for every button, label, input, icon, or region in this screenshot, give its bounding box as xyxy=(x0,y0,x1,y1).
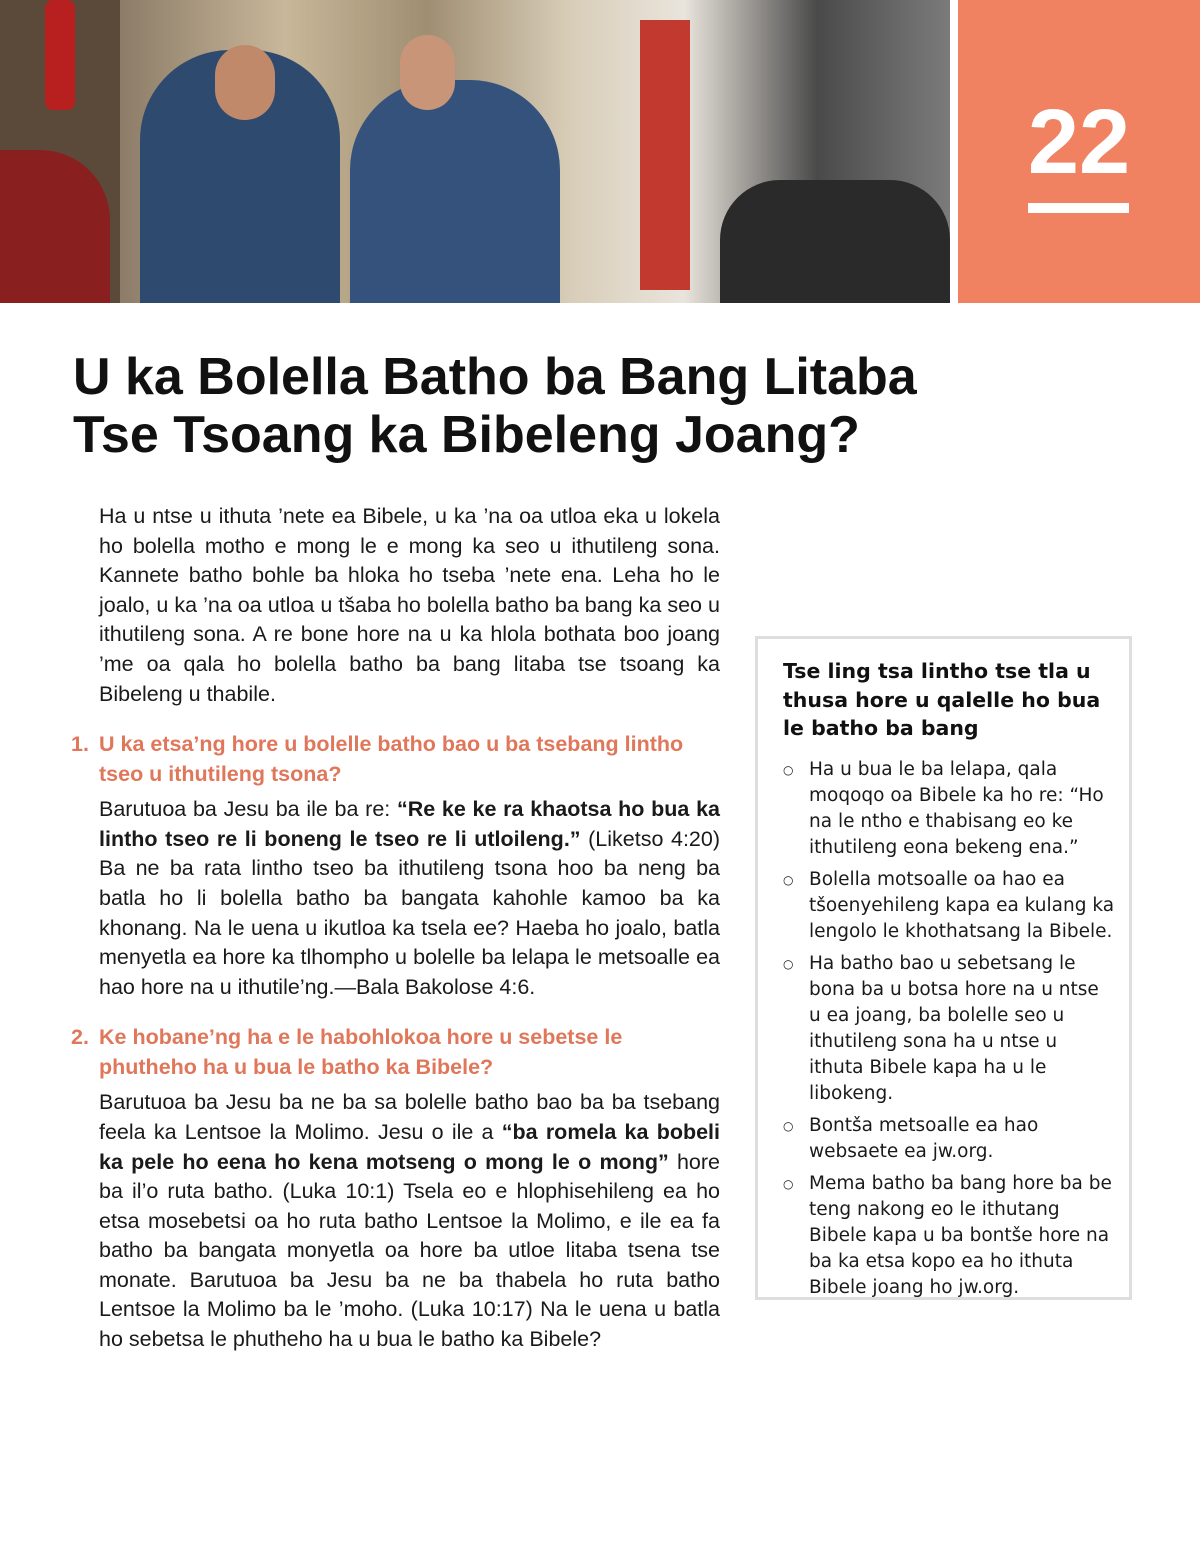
list-item-text: Ha u bua le ba lelapa, qala moqoqo oa Bibele ka ho re: “Ho na le ntho e thabisang eo ke ithutileng eona bekeng ena.” xyxy=(809,758,1104,858)
intro-paragraph: Ha u ntse u ithuta ’nete ea Bibele, u ka ’na oa utloa eka u lokela ho bolella motho e mong le e mong ka seo u ithutileng sona. Kannete batho bohle ba hloka ho tseba ’nete ena. Leha ho le joalo, u ka ’na oa utloa u tšaba ho bolella batho ba bang ka seo u ithutileng sona. A re bone hore na u ka hlola bothata boo joang ’me oa qala ho bolella batho ba bang litaba tse tsoang ka Bibeleng u thabile. xyxy=(99,504,720,706)
list-item xyxy=(783,757,1115,861)
scripture-quote: “Re ke ke ra khaotsa ho bua ka lintho tseo re li boneng le tseo re li utloileng.” xyxy=(99,797,720,851)
question-2 xyxy=(71,1022,720,1082)
lesson-number: 22 xyxy=(1027,91,1131,193)
question-1 xyxy=(71,729,720,789)
text-segment: Barutuoa ba Jesu ba ne ba sa bolelle batho bao ba ba tsebang feela ka Lentsoe la Molimo. Jesu o ile a xyxy=(99,1090,720,1144)
answer-paragraph-2 xyxy=(99,1088,720,1354)
text-segment: hore ba il’o ruta batho. (Luka 10:1) Tsela eo e hlophisehileng ea ho etsa mosebetsi oa ho ruta batho Lentsoe la Molimo, e ile ea fa batho ba bangata monyetla oa hore ba utloe litaba tsena tse monate. Barutuoa ba Jesu ba ne ba thabela ho ruta batho Lentsoe la Molimo ba le ’moho. (Luka 10:17) Na le uena u batla ho sebetsa le phutheho ha u bua le batho ka Bibele? xyxy=(99,1149,720,1352)
hero-photo xyxy=(0,0,950,303)
page-title: U ka Bolella Batho ba Bang Litaba Tse Tsoang ka Bibeleng Joang? xyxy=(73,348,917,464)
question-number: 2. xyxy=(71,1025,89,1050)
bullet-icon: ○ xyxy=(783,1118,794,1133)
photo-man-left-head xyxy=(215,45,275,120)
list-item-text: Bontša metsoalle ea hao websaete ea jw.org. xyxy=(809,1114,1039,1162)
main-content xyxy=(71,502,721,1355)
list-item xyxy=(783,1113,1115,1165)
bullet-icon: ○ xyxy=(783,872,794,887)
list-item xyxy=(783,951,1115,1107)
answer-paragraph-1 xyxy=(99,795,720,1002)
photo-tire-machine xyxy=(640,20,690,290)
lesson-number-block xyxy=(958,0,1200,303)
lesson-number-underline xyxy=(1028,203,1129,213)
photo-man-right-head xyxy=(400,35,455,110)
question-number: 1. xyxy=(71,732,89,757)
list-item-text: Mema batho ba bang hore ba be teng nakong eo le ithutang Bibele kapa u ba bontše hore na ba ka etsa kopo ea ho ithuta Bibele joang ho jw.org. xyxy=(809,1172,1112,1298)
photo-motorcycle xyxy=(720,180,950,303)
scripture-quote: “ba romela ka bobeli ka pele ho eena ho kena motseng o mong le o mong” xyxy=(99,1119,721,1174)
question-text: U ka etsa’ng hore u bolelle batho bao u ba tsebang lintho tseo u ithutileng tsona? xyxy=(99,732,684,787)
tips-list xyxy=(758,757,1129,1301)
photo-fire-extinguisher xyxy=(45,0,75,110)
bullet-icon: ○ xyxy=(783,762,794,777)
list-item-text: Bolella motsoalle oa hao ea tšoenyehileng kapa ea kulang ka lengolo le khothatsang la Bibele. xyxy=(809,868,1115,942)
text-segment: (Liketso 4:20) Ba ne ba rata lintho tseo ba ithutileng tsona hoo ba neng ba batla ho li bolella batho ba bangata kahohle kamoo ba ka khonang. Na le uena u ikutloa ka tsela ee? Haeba ho joalo, batla menyetla ea hore ka tlhompho u bolelle ba lelapa le metsoalle ea hao hore na u ithutile’ng.—Bala Bakolose 4:6. xyxy=(99,826,720,999)
bullet-icon: ○ xyxy=(783,956,794,971)
bullet-icon: ○ xyxy=(783,1176,794,1191)
list-item-text: Ha batho bao u sebetsang le bona ba u botsa hore na u ntse u ea joang, ba bolelle seo u ithutileng sona ha u ntse u ithuta Bibele kapa ha u le libokeng. xyxy=(809,952,1099,1104)
list-item xyxy=(783,1171,1115,1301)
list-item xyxy=(783,867,1115,945)
question-text: Ke hobane’ng ha e le habohlokoa hore u sebetse le phutheho ha u bua le batho ka Bibele? xyxy=(99,1025,623,1080)
tips-sidebar xyxy=(755,636,1132,1300)
text-segment: Barutuoa ba Jesu ba ile ba re: xyxy=(99,797,397,822)
sidebar-title: Tse ling tsa lintho tse tla u thusa hore u qalelle ho bua le batho ba bang xyxy=(783,659,1101,740)
photo-man-right xyxy=(350,80,560,303)
